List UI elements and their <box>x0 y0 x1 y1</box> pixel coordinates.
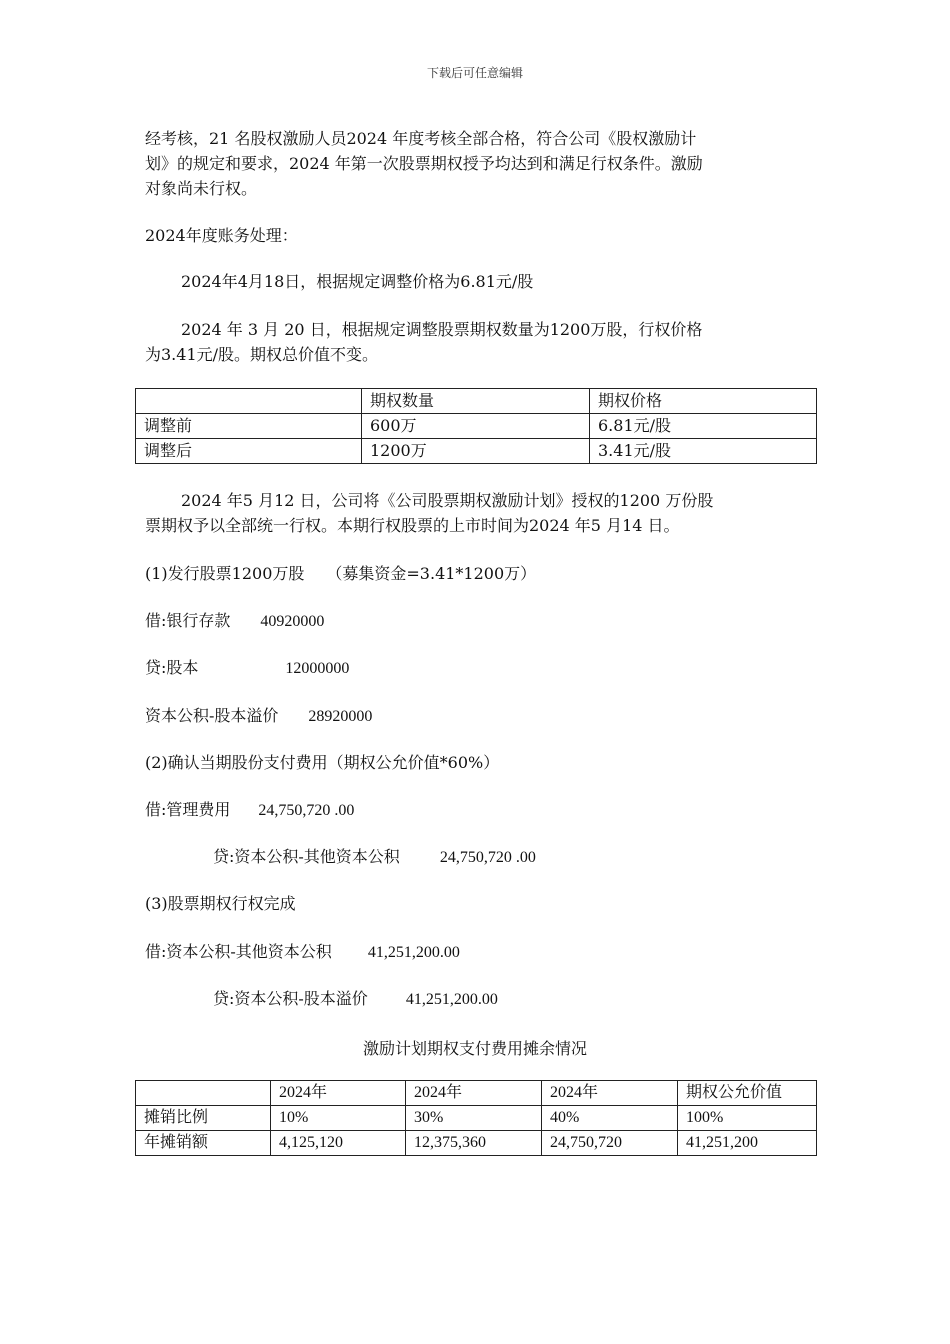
adjustment-table <box>135 388 817 464</box>
entry1-credit2-line <box>145 704 372 729</box>
table-cell: 4,125,120 <box>271 1131 406 1156</box>
table-cell: 40% <box>542 1106 678 1131</box>
para-exercise-line1: 2024 年5 月12 日，公司将《公司股票期权激励计划》授权的1200 万份股 <box>181 491 714 510</box>
entry1-note: （募集资金=3.41*1200万） <box>326 564 537 583</box>
table-row <box>136 439 817 464</box>
table-cell: 调整后 <box>136 439 362 464</box>
heading-2024: 2024年度账务处理： <box>145 226 298 245</box>
table-cell: 3.41元/股 <box>590 439 817 464</box>
amortization-table <box>135 1080 817 1156</box>
table-header-cell: 2024年 <box>406 1081 542 1106</box>
entry2-credit-line <box>213 845 536 870</box>
table2-caption: 激励计划期权支付费用摊余情况 <box>362 1039 587 1058</box>
table-row <box>136 1106 817 1131</box>
table-cell: 1200万 <box>362 439 590 464</box>
entry2-debit-line <box>145 798 354 823</box>
table-row <box>136 1131 817 1156</box>
entry2-credit-amount: 24,750,720 .00 <box>439 849 536 866</box>
entry1-debit-label: 借:银行存款 <box>145 611 231 630</box>
table-cell: 摊销比例 <box>136 1106 271 1131</box>
entry1-credit-line <box>145 656 349 681</box>
para1-line2: 划》的规定和要求，2024 年第一次股票期权授予均达到和满足行权条件。激励 <box>145 154 703 173</box>
table-cell <box>136 1081 271 1106</box>
entry1-title-line <box>145 562 536 586</box>
entry3-debit-label: 借:资本公积-其他资本公积 <box>145 942 332 961</box>
entry3-credit-line <box>213 987 498 1012</box>
page-header: 下载后可任意编辑 <box>426 66 523 80</box>
entry1-credit2-amount: 28920000 <box>308 708 373 725</box>
entry2-debit-amount: 24,750,720 .00 <box>258 802 355 819</box>
entry1-credit2-label: 资本公积-股本溢价 <box>145 706 279 725</box>
entry1-title: (1)发行股票1200万股 <box>145 564 305 583</box>
table-cell: 6.81元/股 <box>590 414 817 439</box>
table-header-cell: 2024年 <box>542 1081 678 1106</box>
para-qty-line2: 为3.41元/股。期权总价值不变。 <box>145 345 379 364</box>
table-header-cell: 期权价格 <box>590 389 817 414</box>
table-cell: 100% <box>678 1106 817 1131</box>
para1-line1: 经考核，21 名股权激励人员2024 年度考核全部合格，符合公司《股权激励计 <box>145 129 697 148</box>
entry1-credit-amount: 12000000 <box>285 660 350 677</box>
entry1-debit-amount: 40920000 <box>260 613 325 630</box>
table-row <box>136 389 817 414</box>
para-qty-line1: 2024 年 3 月 20 日，根据规定调整股票期权数量为1200万股，行权价格 <box>181 320 703 339</box>
table-cell: 12,375,360 <box>406 1131 542 1156</box>
table-header-cell: 期权数量 <box>362 389 590 414</box>
table-cell: 年摊销额 <box>136 1131 271 1156</box>
table-header-cell: 期权公允价值 <box>678 1081 817 1106</box>
entry3-title: (3)股票期权行权完成 <box>145 894 296 913</box>
entry1-debit-line <box>145 609 324 634</box>
entry3-debit-line <box>145 940 460 965</box>
entry2-title: (2)确认当期股份支付费用（期权公允价值*60%） <box>145 753 500 772</box>
table-cell: 调整前 <box>136 414 362 439</box>
table-cell: 600万 <box>362 414 590 439</box>
table-row <box>136 1081 817 1106</box>
para-exercise-line2: 票期权予以全部统一行权。本期行权股票的上市时间为2024 年5 月14 日。 <box>145 516 680 535</box>
table-cell: 41,251,200 <box>678 1131 817 1156</box>
entry3-debit-amount: 41,251,200.00 <box>367 944 460 961</box>
table-header-cell: 2024年 <box>271 1081 406 1106</box>
entry3-credit-amount: 41,251,200.00 <box>405 991 498 1008</box>
para-price: 2024年4月18日，根据规定调整价格为6.81元/股 <box>181 272 534 291</box>
table-row <box>136 414 817 439</box>
entry2-debit-label: 借:管理费用 <box>145 800 231 819</box>
entry3-credit-label: 贷:资本公积-股本溢价 <box>213 989 368 1008</box>
table-cell: 30% <box>406 1106 542 1131</box>
entry2-credit-label: 贷:资本公积-其他资本公积 <box>213 847 400 866</box>
para1-line3: 对象尚未行权。 <box>145 179 258 198</box>
table-cell: 10% <box>271 1106 406 1131</box>
entry1-credit-label: 贷:股本 <box>145 658 199 677</box>
table-cell: 24,750,720 <box>542 1131 678 1156</box>
table-cell <box>136 389 362 414</box>
